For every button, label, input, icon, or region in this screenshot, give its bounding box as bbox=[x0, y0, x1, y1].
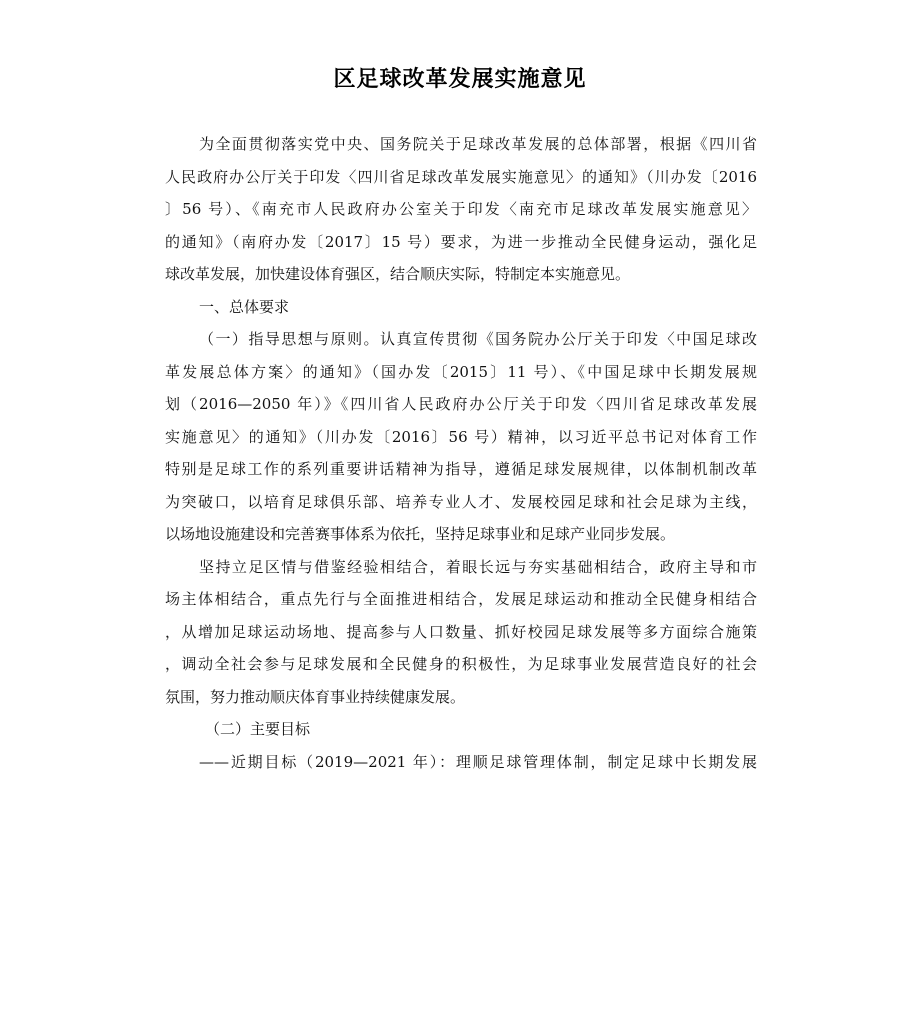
text-line: （一）指导思想与原则。认真宣传贯彻《国务院办公厅关于印发〈中国足球改 bbox=[199, 330, 757, 348]
text-line: ，从增加足球运动场地、提高参与人口数量、抓好校园足球发展等多方面综合施策 bbox=[165, 622, 757, 641]
text-line: 场主体相结合，重点先行与全面推进相结合，发展足球运动和推动全民健身相结合 bbox=[165, 590, 757, 608]
text-line: 特别是足球工作的系列重要讲话精神为指导，遵循足球发展规律，以体制机制改革 bbox=[165, 460, 757, 478]
text-line: 的通知》（南府办发〔2017〕15 号）要求，为进一步推动全民健身运动，强化足 bbox=[165, 232, 757, 251]
text-line: 为全面贯彻落实党中央、国务院关于足球改革发展的总体部署，根据《四川省 bbox=[199, 135, 757, 153]
text-line: 为突破口，以培育足球俱乐部、培养专业人才、发展校园足球和社会足球为主线， bbox=[165, 492, 757, 511]
text-line: 革发展总体方案〉的通知》（国办发〔2015〕11 号）、《中国足球中长期发展规 bbox=[165, 362, 757, 381]
text-line: ——近期目标（2019—2021 年）：理顺足球管理体制，制定足球中长期发展 bbox=[199, 752, 757, 771]
text-line: 坚持立足区情与借鉴经验相结合，着眼长远与夯实基础相结合，政府主导和市 bbox=[199, 557, 757, 576]
text-line: 实施意见〉的通知》（川办发〔2016〕56 号）精神，以习近平总书记对体育工作 bbox=[165, 427, 757, 446]
text-line: ，调动全社会参与足球发展和全民健身的积极性，为足球事业发展营造良好的社会 bbox=[165, 655, 757, 673]
text-line: （二）主要目标 bbox=[205, 720, 311, 738]
text-line: 球改革发展，加快建设体育强区，结合顺庆实际，特制定本实施意见。 bbox=[165, 265, 631, 283]
text-line: 人民政府办公厅关于印发〈四川省足球改革发展实施意见〉的通知》（川办发〔2016 bbox=[165, 167, 757, 186]
document-title: 区足球改革发展实施意见 bbox=[333, 67, 587, 92]
text-line: 以场地设施建设和完善赛事体系为依托，坚持足球事业和足球产业同步发展。 bbox=[165, 525, 676, 543]
text-line: 划（2016—2050 年）》《四川省人民政府办公厅关于印发〈四川省足球改革发展 bbox=[165, 395, 757, 413]
document-body bbox=[165, 128, 757, 778]
text-line: 一、总体要求 bbox=[199, 297, 290, 316]
text-line: 氛围，努力推动顺庆体育事业持续健康发展。 bbox=[165, 687, 466, 706]
text-line: 〕56 号）、《南充市人民政府办公室关于印发〈南充市足球改革发展实施意见〉 bbox=[165, 200, 757, 218]
